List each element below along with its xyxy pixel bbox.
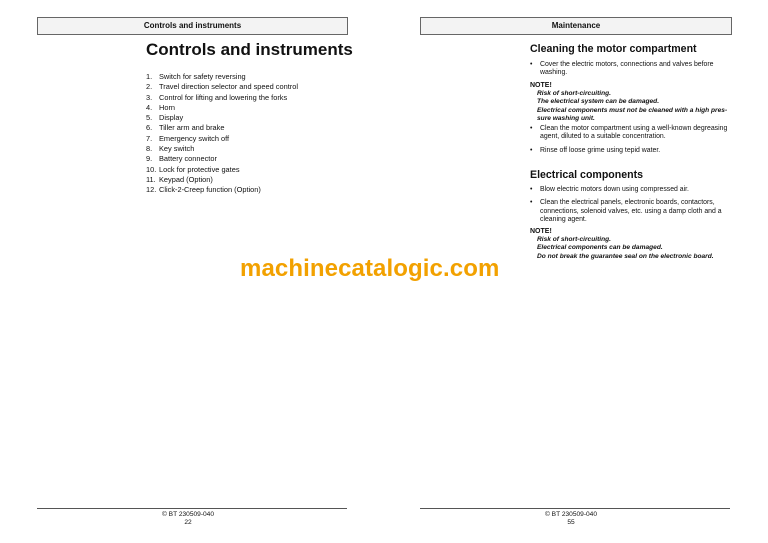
list-item: • Blow electric motors down using compressed air. bbox=[530, 186, 734, 194]
list-item: • Clean the motor compartment using a well-known degreasing agent, diluted to a suitable concentration. bbox=[530, 125, 734, 142]
list-item: • Cover the electric motors, connections and valves before washing. bbox=[530, 61, 734, 78]
cleaning-bullets-1 bbox=[530, 61, 734, 83]
note-line: The electrical system can be damaged. bbox=[537, 98, 660, 106]
cleaning-note bbox=[530, 82, 740, 123]
note-line: Electrical components must not be cleaned with a high pres- bbox=[537, 106, 728, 114]
footer-copyright: © BT 230509-040 bbox=[161, 511, 215, 518]
page-title: Controls and instruments bbox=[146, 40, 353, 59]
electrical-bullets bbox=[530, 186, 734, 230]
cleaning-bullets-2 bbox=[530, 125, 734, 160]
list-item: 6. Tiller arm and brake bbox=[146, 123, 225, 133]
note-label: NOTE! bbox=[530, 82, 552, 89]
list-item: 10. Lock for protective gates bbox=[146, 164, 240, 174]
section-title-electrical: Electrical components bbox=[530, 169, 644, 181]
note-label: NOTE! bbox=[530, 228, 552, 235]
list-item: 11. Keypad (Option) bbox=[146, 174, 213, 184]
list-item: 2. Travel direction selector and speed control bbox=[146, 82, 298, 92]
list-item: 3. Control for lifting and lowering the forks bbox=[146, 92, 288, 102]
list-item: 9. Battery connector bbox=[146, 154, 217, 164]
footer-divider bbox=[37, 508, 347, 509]
note-line: Do not break the guarantee seal on the electronic board. bbox=[537, 252, 714, 260]
list-item: 5. Display bbox=[146, 113, 184, 123]
watermark: machinecatalogic.com bbox=[240, 255, 500, 282]
list-item: • Rinse off loose grime using tepid water. bbox=[530, 147, 734, 155]
left-footer bbox=[128, 511, 248, 527]
footer-page-number: 55 bbox=[567, 519, 575, 526]
footer-divider bbox=[420, 508, 730, 509]
list-item: 4. Horn bbox=[146, 102, 176, 112]
right-footer bbox=[511, 511, 631, 527]
left-page-header: Controls and instruments bbox=[37, 17, 348, 35]
list-item: • Clean the electrical panels, electronic boards, contactors, connections, solenoid valves, etc. using a damp cloth and a cleaning agent. bbox=[530, 199, 734, 224]
list-item: 7. Emergency switch off bbox=[146, 133, 230, 143]
list-item: 12. Click-2-Creep function (Option) bbox=[146, 185, 261, 195]
note-line: Risk of short-circuiting. bbox=[537, 236, 612, 244]
list-item: 8. Key switch bbox=[146, 144, 195, 154]
note-line: Risk of short-circuiting. bbox=[537, 90, 612, 98]
list-item: 1. Switch for safety reversing bbox=[146, 72, 246, 81]
controls-list bbox=[146, 72, 298, 196]
right-page-header: Maintenance bbox=[420, 17, 732, 35]
electrical-note bbox=[530, 228, 740, 261]
note-line: Electrical components can be damaged. bbox=[537, 244, 663, 252]
footer-page-number: 22 bbox=[184, 519, 192, 526]
note-line: sure washing unit. bbox=[537, 114, 595, 122]
footer-copyright: © BT 230509-040 bbox=[544, 511, 598, 518]
section-title-cleaning: Cleaning the motor compartment bbox=[530, 43, 697, 55]
